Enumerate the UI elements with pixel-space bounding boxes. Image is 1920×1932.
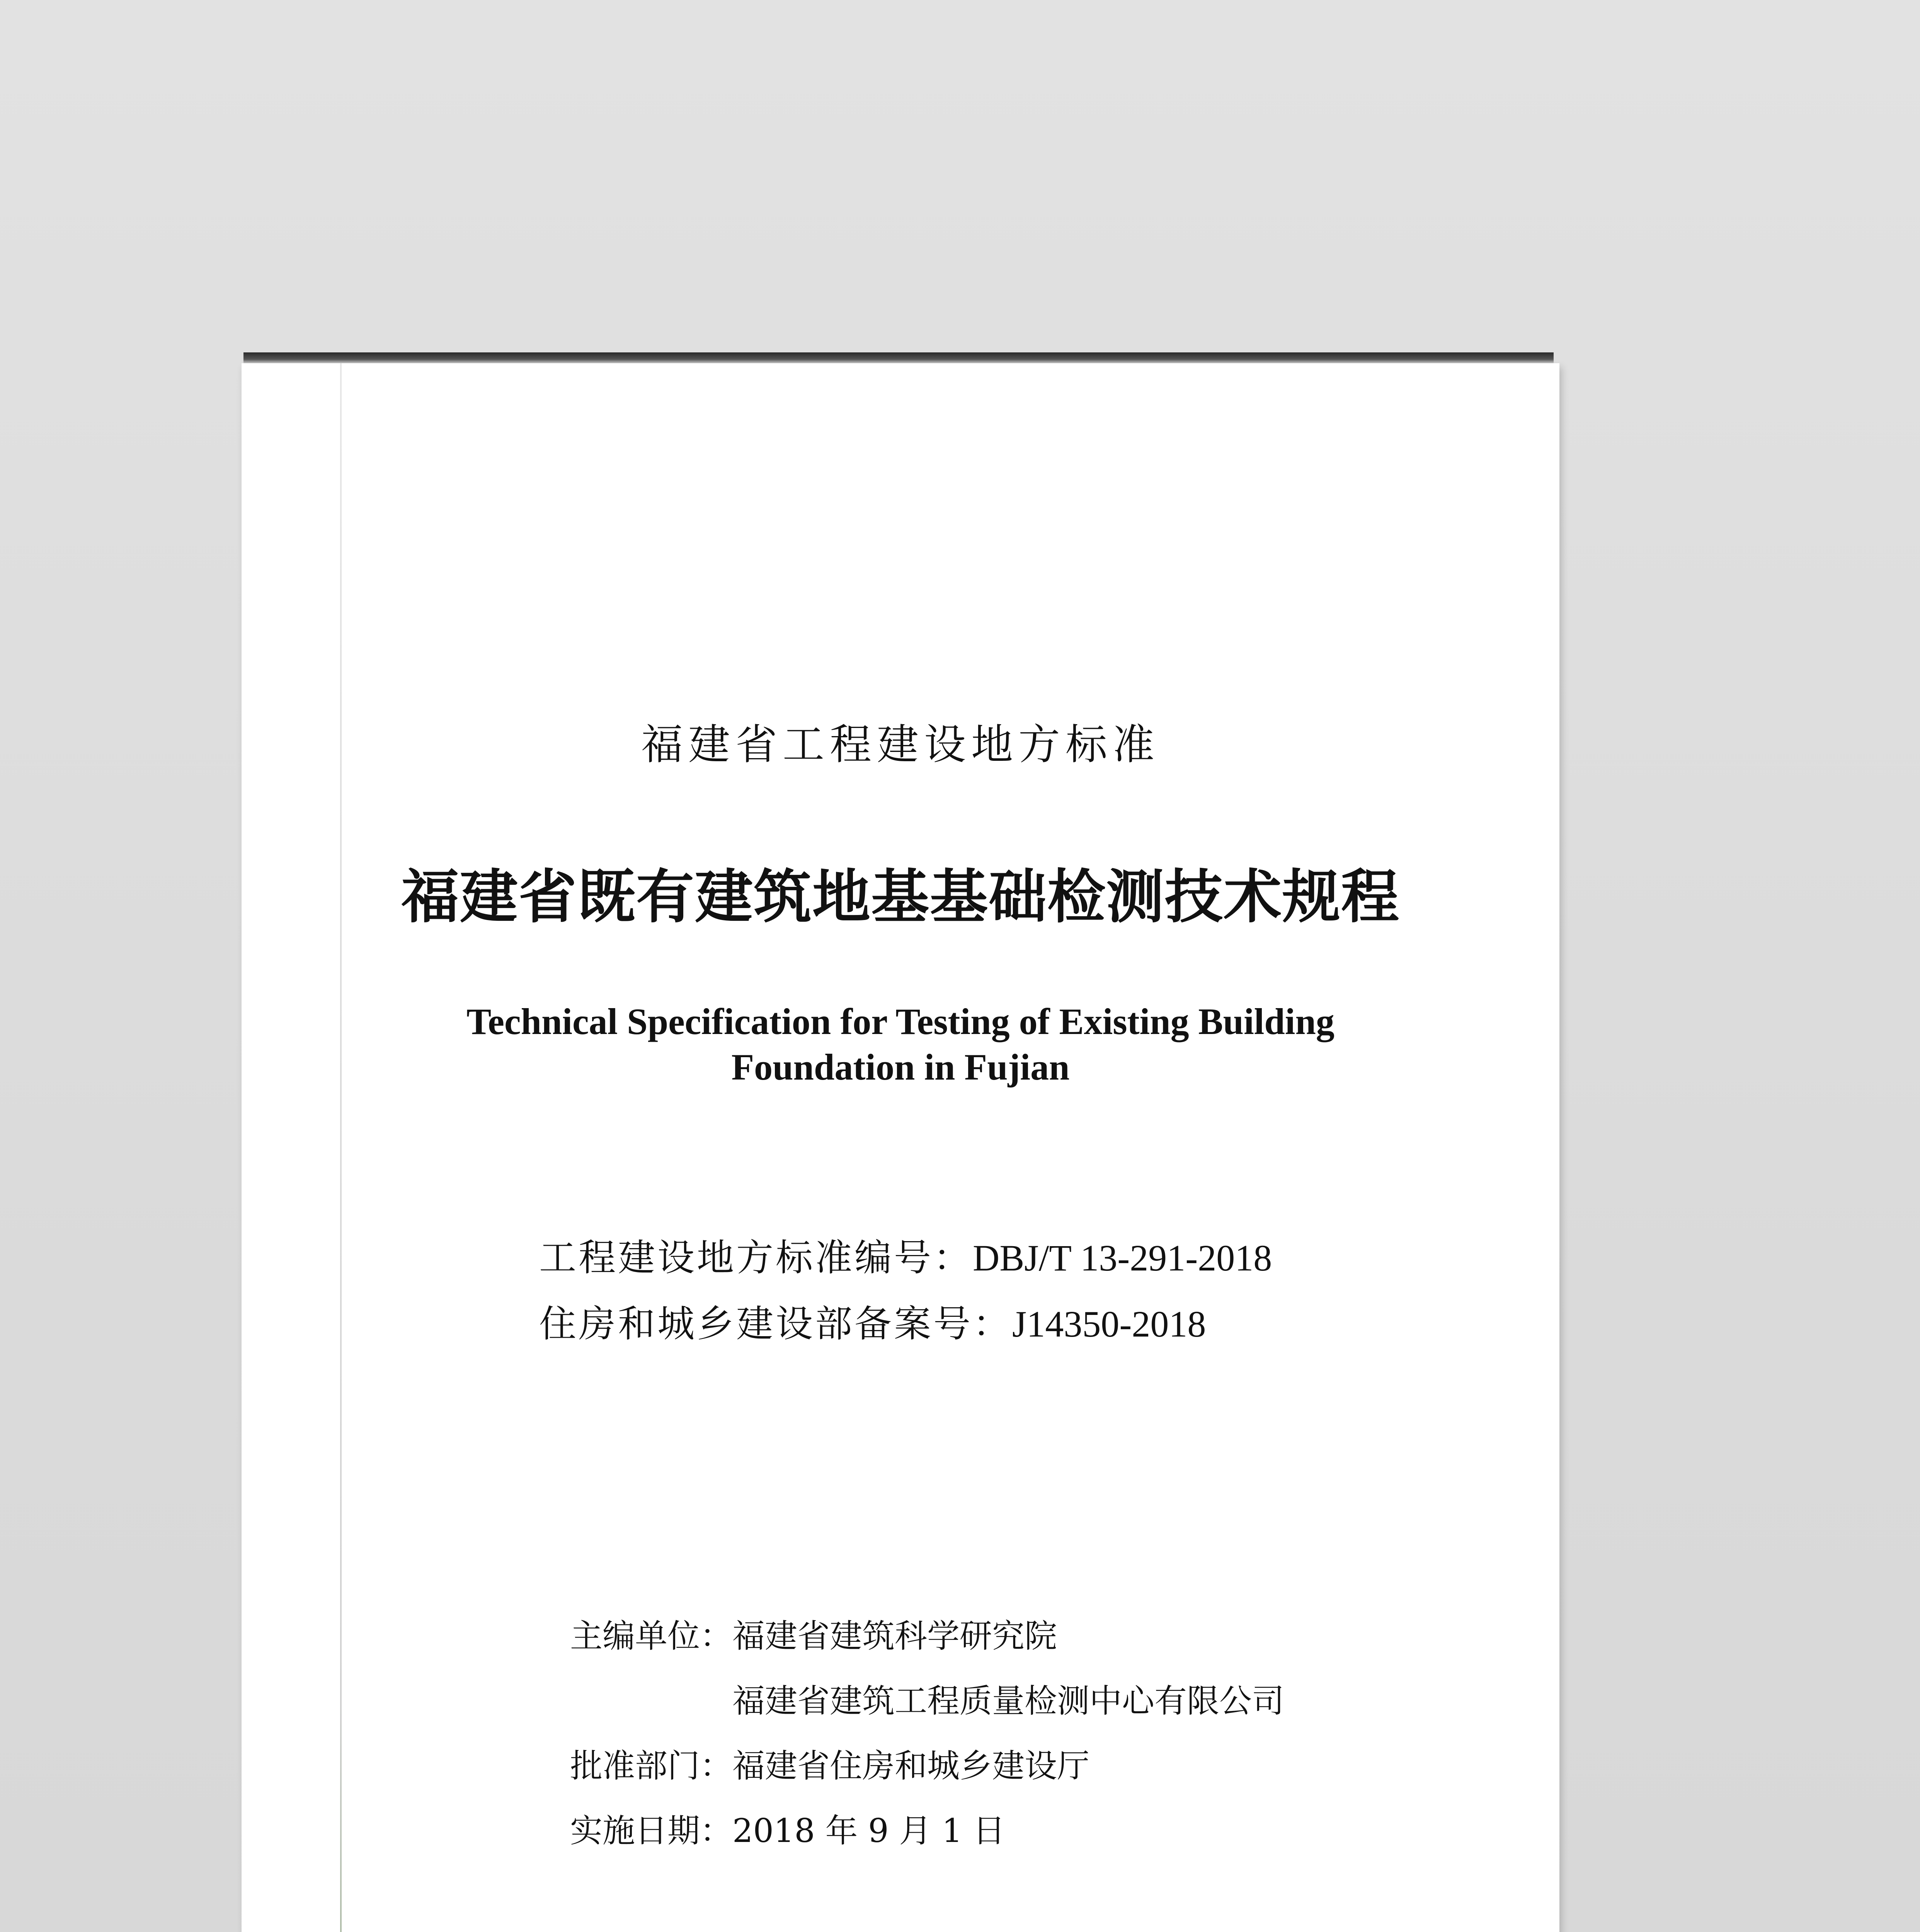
- booklet-top-edge: [243, 352, 1554, 364]
- date-row: [570, 1798, 1284, 1863]
- editor-row-2: [570, 1668, 1284, 1733]
- title-chinese: 福建省既有建筑地基基础检测技术规程: [401, 863, 1400, 931]
- title-english: [242, 999, 1559, 1090]
- approver-org: 福建省住房和城乡建设厅: [732, 1747, 1090, 1785]
- standard-series: 福建省工程建设地方标准: [641, 721, 1160, 769]
- imprint-footer: [242, 1928, 1559, 1932]
- filing-number-row: [539, 1291, 1272, 1357]
- editor-org-2: 福建省建筑工程质量检测中心有限公司: [732, 1682, 1285, 1720]
- publication-info: [570, 1604, 1284, 1863]
- title-english-line-1: Technical Specification for Testing of Existing Building: [466, 1001, 1334, 1042]
- title-page: [242, 363, 1559, 1932]
- effective-date: 2018 年 9 月 1 日: [732, 1812, 1006, 1850]
- approver-row: [570, 1733, 1284, 1798]
- editor-org-1: 福建省建筑科学研究院: [732, 1617, 1057, 1655]
- editor-row: [570, 1604, 1284, 1668]
- editor-label: 主编单位：: [570, 1617, 733, 1655]
- standard-number-value: DBJ/T 13-291-2018: [973, 1237, 1272, 1279]
- filing-number-value: J14350-2018: [1012, 1303, 1206, 1345]
- standard-number-row: [539, 1225, 1272, 1291]
- title-english-line-2: Foundation in Fujian: [731, 1046, 1070, 1088]
- filing-number-label: 住房和城乡建设部备案号：: [539, 1302, 1012, 1345]
- approver-label: 批准部门：: [570, 1747, 733, 1785]
- binding-spine: [340, 363, 342, 1932]
- standard-codes: [539, 1225, 1272, 1357]
- standard-number-label: 工程建设地方标准编号：: [539, 1236, 973, 1279]
- date-label: 实施日期：: [570, 1812, 733, 1850]
